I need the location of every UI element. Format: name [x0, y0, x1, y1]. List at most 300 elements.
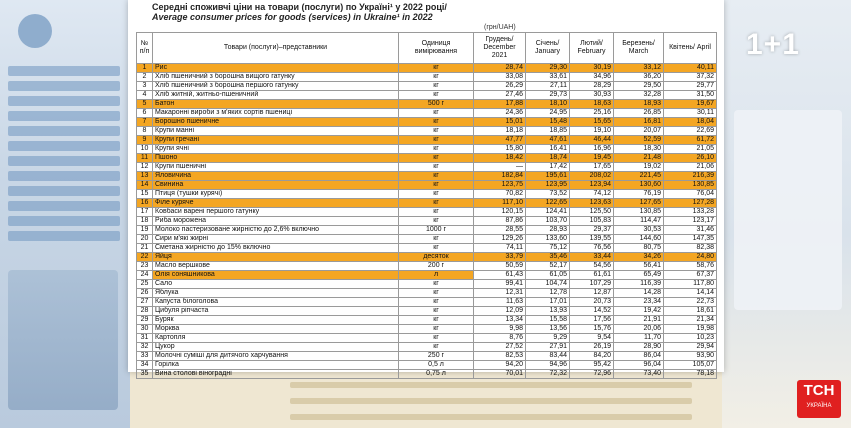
item-unit: л: [399, 271, 474, 280]
price-january: 18,10: [526, 100, 570, 109]
price-march: 144,60: [614, 235, 664, 244]
item-name: Горілка: [153, 361, 399, 370]
row-number: 17: [137, 208, 153, 217]
table-row: [137, 235, 717, 244]
price-february: 28,29: [570, 82, 614, 91]
price-april: 10,23: [664, 334, 717, 343]
row-number: 5: [137, 100, 153, 109]
table-row: [137, 208, 717, 217]
price-april: 78,18: [664, 370, 717, 379]
table-row: [137, 316, 717, 325]
item-name: Риба морожена: [153, 217, 399, 226]
price-january: 27,11: [526, 82, 570, 91]
row-number: 15: [137, 190, 153, 199]
table-body: [137, 64, 717, 379]
table-row: [137, 361, 717, 370]
price-december: 28,74: [474, 64, 526, 73]
background-site-sidebar: [0, 0, 130, 428]
row-number: 13: [137, 172, 153, 181]
table-row: [137, 136, 717, 145]
price-december: 24,36: [474, 109, 526, 118]
item-unit: кг: [399, 82, 474, 91]
price-december: 129,26: [474, 235, 526, 244]
price-february: 54,56: [570, 262, 614, 271]
price-january: 16,41: [526, 145, 570, 154]
header-february: Лютий/ February: [570, 33, 614, 64]
table-row: [137, 127, 717, 136]
price-march: 36,20: [614, 73, 664, 82]
price-february: 105,83: [570, 217, 614, 226]
table-row: [137, 64, 717, 73]
table-row: [137, 334, 717, 343]
item-unit: кг: [399, 190, 474, 199]
item-name: Картопля: [153, 334, 399, 343]
price-april: 58,76: [664, 262, 717, 271]
price-april: 216,39: [664, 172, 717, 181]
price-april: 24,80: [664, 253, 717, 262]
price-march: 18,30: [614, 145, 664, 154]
table-row: [137, 118, 717, 127]
item-unit: кг: [399, 298, 474, 307]
table-row: [137, 271, 717, 280]
item-name: Молочні суміші для дитячого харчування: [153, 352, 399, 361]
price-february: 208,02: [570, 172, 614, 181]
price-february: 84,20: [570, 352, 614, 361]
row-number: 16: [137, 199, 153, 208]
table-row: [137, 145, 717, 154]
price-february: 12,87: [570, 289, 614, 298]
price-march: 32,28: [614, 91, 664, 100]
item-name: Крупи манні: [153, 127, 399, 136]
price-april: 117,80: [664, 280, 717, 289]
price-january: 18,85: [526, 127, 570, 136]
table-row: [137, 154, 717, 163]
header-unit: Одиниця вимірювання: [399, 33, 474, 64]
table-row: [137, 253, 717, 262]
item-unit: кг: [399, 334, 474, 343]
price-march: 28,90: [614, 343, 664, 352]
price-january: 122,65: [526, 199, 570, 208]
item-name: Олія соняшникова: [153, 271, 399, 280]
price-march: 19,42: [614, 307, 664, 316]
item-unit: 1000 г: [399, 226, 474, 235]
price-february: 46,44: [570, 136, 614, 145]
table-row: [137, 172, 717, 181]
item-unit: кг: [399, 280, 474, 289]
item-name: Сметана жирністю до 15% включно: [153, 244, 399, 253]
price-december: 61,43: [474, 271, 526, 280]
price-march: 11,70: [614, 334, 664, 343]
table-row: [137, 91, 717, 100]
item-unit: 200 г: [399, 262, 474, 271]
item-unit: кг: [399, 199, 474, 208]
item-name: Батон: [153, 100, 399, 109]
row-number: 28: [137, 307, 153, 316]
price-april: 29,94: [664, 343, 717, 352]
background-site-right: [722, 0, 851, 428]
item-unit: кг: [399, 217, 474, 226]
price-february: 72,96: [570, 370, 614, 379]
price-april: 18,04: [664, 118, 717, 127]
price-january: 72,32: [526, 370, 570, 379]
price-december: 94,20: [474, 361, 526, 370]
price-december: 15,80: [474, 145, 526, 154]
table-row: [137, 262, 717, 271]
price-april: 82,38: [664, 244, 717, 253]
item-name: Вина столові віноградні: [153, 370, 399, 379]
price-january: 35,46: [526, 253, 570, 262]
price-february: 9,54: [570, 334, 614, 343]
price-april: 26,10: [664, 154, 717, 163]
price-december: 15,01: [474, 118, 526, 127]
price-january: 17,42: [526, 163, 570, 172]
price-december: 33,08: [474, 73, 526, 82]
price-march: 80,75: [614, 244, 664, 253]
row-number: 25: [137, 280, 153, 289]
price-january: 27,91: [526, 343, 570, 352]
item-name: Сири м'які жирні: [153, 235, 399, 244]
item-unit: 500 г: [399, 100, 474, 109]
price-march: 26,85: [614, 109, 664, 118]
price-april: 76,04: [664, 190, 717, 199]
price-march: 114,47: [614, 217, 664, 226]
item-unit: кг: [399, 127, 474, 136]
item-name: Хліб пшеничний з борошна першого гатунку: [153, 82, 399, 91]
item-name: Борошно пшеничне: [153, 118, 399, 127]
price-february: 61,61: [570, 271, 614, 280]
price-december: 18,18: [474, 127, 526, 136]
price-april: 21,06: [664, 163, 717, 172]
price-april: 40,11: [664, 64, 717, 73]
item-unit: кг: [399, 181, 474, 190]
table-row: [137, 244, 717, 253]
price-december: 27,52: [474, 343, 526, 352]
row-number: 12: [137, 163, 153, 172]
item-unit: кг: [399, 136, 474, 145]
price-february: 30,19: [570, 64, 614, 73]
price-april: 93,90: [664, 352, 717, 361]
price-document: [128, 0, 724, 377]
item-name: Макаронні вироби з м'яких сортів пшениці: [153, 109, 399, 118]
item-name: Крупи ячні: [153, 145, 399, 154]
price-january: 17,01: [526, 298, 570, 307]
price-december: 50,59: [474, 262, 526, 271]
price-december: 182,84: [474, 172, 526, 181]
row-number: 24: [137, 271, 153, 280]
price-december: 70,82: [474, 190, 526, 199]
price-april: 30,11: [664, 109, 717, 118]
price-march: 19,02: [614, 163, 664, 172]
document-title-ua: Середні споживчі ціни на товари (послуги) по Україні¹ у 2022 році/: [152, 2, 447, 12]
item-unit: кг: [399, 154, 474, 163]
header-january: Січень/ January: [526, 33, 570, 64]
price-march: 16,81: [614, 118, 664, 127]
price-february: 14,52: [570, 307, 614, 316]
header-april: Квітень/ April: [664, 33, 717, 64]
price-february: 20,73: [570, 298, 614, 307]
price-december: 12,31: [474, 289, 526, 298]
price-march: 20,06: [614, 325, 664, 334]
price-march: 127,65: [614, 199, 664, 208]
price-january: 29,30: [526, 64, 570, 73]
table-row: [137, 352, 717, 361]
table-row: [137, 298, 717, 307]
price-december: 28,55: [474, 226, 526, 235]
item-unit: кг: [399, 73, 474, 82]
item-unit: кг: [399, 118, 474, 127]
price-january: 124,41: [526, 208, 570, 217]
price-december: 18,42: [474, 154, 526, 163]
row-number: 10: [137, 145, 153, 154]
price-january: 13,56: [526, 325, 570, 334]
price-march: 34,26: [614, 253, 664, 262]
price-december: 120,15: [474, 208, 526, 217]
price-april: 67,37: [664, 271, 717, 280]
price-december: 117,10: [474, 199, 526, 208]
item-unit: кг: [399, 172, 474, 181]
row-number: 6: [137, 109, 153, 118]
header-item: Товари (послуги)–представники: [153, 33, 399, 64]
item-unit: 0,5 л: [399, 361, 474, 370]
item-unit: кг: [399, 325, 474, 334]
price-february: 17,65: [570, 163, 614, 172]
price-april: 105,07: [664, 361, 717, 370]
price-march: 18,93: [614, 100, 664, 109]
price-january: 73,52: [526, 190, 570, 199]
table-row: [137, 190, 717, 199]
row-number: 7: [137, 118, 153, 127]
price-december: 8,76: [474, 334, 526, 343]
price-april: 21,34: [664, 316, 717, 325]
table-row: [137, 343, 717, 352]
price-february: 33,44: [570, 253, 614, 262]
item-name: Філе куряче: [153, 199, 399, 208]
price-january: 123,95: [526, 181, 570, 190]
background-card: [734, 110, 842, 310]
price-april: 31,46: [664, 226, 717, 235]
item-name: Птиця (тушки курячі): [153, 190, 399, 199]
price-february: 26,19: [570, 343, 614, 352]
row-number: 29: [137, 316, 153, 325]
price-march: 96,04: [614, 361, 664, 370]
price-december: 26,29: [474, 82, 526, 91]
item-name: Сало: [153, 280, 399, 289]
row-number: 4: [137, 91, 153, 100]
item-name: Хліб житній, житньо-пшеничний: [153, 91, 399, 100]
item-unit: кг: [399, 244, 474, 253]
table-row: [137, 280, 717, 289]
table-row: [137, 289, 717, 298]
item-unit: кг: [399, 145, 474, 154]
item-name: Цукор: [153, 343, 399, 352]
item-unit: кг: [399, 208, 474, 217]
item-name: Яблука: [153, 289, 399, 298]
price-december: 87,86: [474, 217, 526, 226]
row-number: 27: [137, 298, 153, 307]
header-december: Грудень/ December 2021: [474, 33, 526, 64]
price-april: 147,35: [664, 235, 717, 244]
price-february: 139,55: [570, 235, 614, 244]
price-march: 21,48: [614, 154, 664, 163]
price-january: 47,61: [526, 136, 570, 145]
item-unit: кг: [399, 307, 474, 316]
price-january: 15,48: [526, 118, 570, 127]
price-february: 30,93: [570, 91, 614, 100]
table-row: [137, 307, 717, 316]
price-february: 29,37: [570, 226, 614, 235]
row-number: 23: [137, 262, 153, 271]
price-february: 16,96: [570, 145, 614, 154]
price-april: 29,77: [664, 82, 717, 91]
price-january: 103,70: [526, 217, 570, 226]
price-april: 22,69: [664, 127, 717, 136]
row-number: 3: [137, 82, 153, 91]
item-name: Крупи пшеничні: [153, 163, 399, 172]
table-row: [137, 100, 717, 109]
price-march: 56,41: [614, 262, 664, 271]
price-march: 20,07: [614, 127, 664, 136]
price-april: 22,73: [664, 298, 717, 307]
price-january: 195,61: [526, 172, 570, 181]
row-number: 1: [137, 64, 153, 73]
price-february: 76,56: [570, 244, 614, 253]
row-number: 14: [137, 181, 153, 190]
site-logo-icon: [18, 14, 52, 48]
price-april: 19,98: [664, 325, 717, 334]
price-january: 94,96: [526, 361, 570, 370]
price-march: 76,19: [614, 190, 664, 199]
table-row: [137, 370, 717, 379]
row-number: 11: [137, 154, 153, 163]
header-num: № п/п: [137, 33, 153, 64]
document-title-en: Average consumer prices for goods (services) in Ukraine¹ in 2022: [152, 12, 433, 22]
item-unit: кг: [399, 289, 474, 298]
price-march: 86,04: [614, 352, 664, 361]
price-april: 18,61: [664, 307, 717, 316]
price-february: 25,16: [570, 109, 614, 118]
item-unit: кг: [399, 64, 474, 73]
price-march: 30,53: [614, 226, 664, 235]
item-name: Ковбаси варені першого гатунку: [153, 208, 399, 217]
table-row: [137, 226, 717, 235]
price-january: 133,60: [526, 235, 570, 244]
price-december: 12,09: [474, 307, 526, 316]
price-march: 130,60: [614, 181, 664, 190]
price-december: 11,63: [474, 298, 526, 307]
price-april: 127,28: [664, 199, 717, 208]
item-name: Буряк: [153, 316, 399, 325]
price-december: 70,01: [474, 370, 526, 379]
price-april: 123,17: [664, 217, 717, 226]
item-unit: кг: [399, 91, 474, 100]
price-december: 74,11: [474, 244, 526, 253]
row-number: 20: [137, 235, 153, 244]
price-december: —: [474, 163, 526, 172]
item-unit: кг: [399, 316, 474, 325]
price-february: 107,29: [570, 280, 614, 289]
tsn-badge-sub: УКРАЇНА: [806, 403, 832, 409]
background-footer: [130, 372, 722, 428]
price-december: 82,53: [474, 352, 526, 361]
price-january: 29,73: [526, 91, 570, 100]
price-march: 14,28: [614, 289, 664, 298]
price-january: 9,29: [526, 334, 570, 343]
price-december: 33,79: [474, 253, 526, 262]
table-row: [137, 82, 717, 91]
price-february: 15,76: [570, 325, 614, 334]
price-march: 65,49: [614, 271, 664, 280]
row-number: 32: [137, 343, 153, 352]
price-march: 29,50: [614, 82, 664, 91]
background-menu: [8, 66, 120, 246]
item-unit: 250 г: [399, 352, 474, 361]
price-january: 83,44: [526, 352, 570, 361]
row-number: 30: [137, 325, 153, 334]
header-march: Березень/ March: [614, 33, 664, 64]
price-february: 74,12: [570, 190, 614, 199]
price-january: 52,17: [526, 262, 570, 271]
item-name: Пшоно: [153, 154, 399, 163]
price-table: [136, 32, 717, 379]
item-name: Цибуля ріпчаста: [153, 307, 399, 316]
item-unit: кг: [399, 163, 474, 172]
row-number: 22: [137, 253, 153, 262]
tsn-badge-main: ТСН: [803, 382, 835, 399]
price-february: 15,65: [570, 118, 614, 127]
item-name: Молоко пастеризоване жирністю до 2,6% включно: [153, 226, 399, 235]
table-header-row: [137, 33, 717, 64]
table-row: [137, 325, 717, 334]
price-january: 61,05: [526, 271, 570, 280]
price-april: 37,32: [664, 73, 717, 82]
row-number: 8: [137, 127, 153, 136]
price-january: 33,61: [526, 73, 570, 82]
item-unit: кг: [399, 343, 474, 352]
row-number: 31: [137, 334, 153, 343]
price-march: 21,91: [614, 316, 664, 325]
price-april: 19,67: [664, 100, 717, 109]
item-name: Хліб пшеничний з борошна вищого гатунку: [153, 73, 399, 82]
price-april: 21,05: [664, 145, 717, 154]
price-april: 61,72: [664, 136, 717, 145]
price-march: 52,59: [614, 136, 664, 145]
row-number: 19: [137, 226, 153, 235]
row-number: 2: [137, 73, 153, 82]
price-january: 18,74: [526, 154, 570, 163]
price-december: 27,46: [474, 91, 526, 100]
price-april: 31,50: [664, 91, 717, 100]
price-march: 130,85: [614, 208, 664, 217]
price-april: 133,28: [664, 208, 717, 217]
table-row: [137, 199, 717, 208]
price-december: 9,98: [474, 325, 526, 334]
row-number: 35: [137, 370, 153, 379]
row-number: 21: [137, 244, 153, 253]
price-december: 123,75: [474, 181, 526, 190]
price-january: 12,78: [526, 289, 570, 298]
price-february: 125,50: [570, 208, 614, 217]
price-february: 18,63: [570, 100, 614, 109]
table-row: [137, 217, 717, 226]
price-february: 17,56: [570, 316, 614, 325]
price-february: 95,42: [570, 361, 614, 370]
price-february: 19,10: [570, 127, 614, 136]
item-name: Яловичина: [153, 172, 399, 181]
price-february: 34,96: [570, 73, 614, 82]
price-january: 28,93: [526, 226, 570, 235]
item-name: Капуста білоголова: [153, 298, 399, 307]
row-number: 26: [137, 289, 153, 298]
